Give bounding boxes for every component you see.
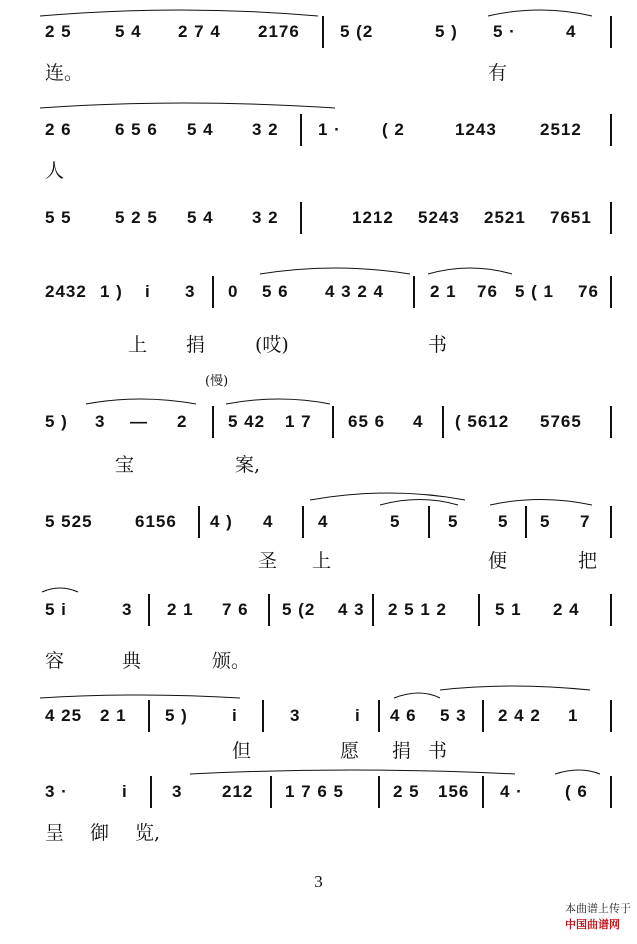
bar-line [372,594,374,626]
bar-line [482,776,484,808]
note-group: 4 [413,412,424,431]
lyric: 颁。 [212,650,251,672]
note-group: 5 [448,512,459,531]
note-group: 1 ) [100,282,123,301]
lyric-row-6 [0,550,637,574]
note-group: 3 [95,412,106,431]
bar-line [610,202,612,234]
bar-line [268,594,270,626]
note-group: 3 · [45,782,68,801]
notation-row-2 [0,120,637,160]
lyric: 览, [135,822,161,844]
note-group: 76 [578,282,599,301]
bar-line [150,776,152,808]
note-group: 7 [580,512,591,531]
note-group: 5 42 [228,412,266,431]
note-group: 156 [438,782,470,801]
note-group: 4 3 [338,600,365,619]
note-group: i [232,706,238,725]
note-group: 3 2 [252,120,279,139]
lyric: 捐 [186,334,206,356]
bar-line [428,506,430,538]
note-group: 5 4 [187,208,214,227]
note-group: 7 6 [222,600,249,619]
lyric-row-7 [0,650,637,674]
lyric: 宝 [115,454,135,476]
note-group: 5243 [418,208,460,227]
note-group: 4 ) [210,512,233,531]
note-group: 2432 [45,282,87,301]
note-group: 5 [540,512,551,531]
note-group: 5 ) [435,22,458,41]
notation-row-9 [0,782,637,822]
note-group: 4 6 [390,706,417,725]
note-group: i [145,282,151,301]
note-group: 4 25 [45,706,83,725]
bar-line [198,506,200,538]
bar-line [610,406,612,438]
note-group: 2 4 2 [498,706,541,725]
bar-line [378,776,380,808]
lyric: 书 [428,334,448,356]
note-group: 2 4 [553,600,580,619]
lyric: 圣 [258,550,278,572]
site-logo: 中国曲谱网 [565,919,620,931]
lyric-row-9 [0,822,637,846]
note-group: 1 7 6 5 [285,782,344,801]
bar-line [212,276,214,308]
lyric: 愿 [340,740,360,762]
bar-line [148,700,150,732]
note-group: i [355,706,361,725]
note-group: 5 [390,512,401,531]
lyric-row-4 [0,334,637,358]
bar-line [610,114,612,146]
bar-line [482,700,484,732]
note-group: ( 2 [382,120,405,139]
bar-line [610,776,612,808]
note-group: 5 2 5 [115,208,158,227]
lyric: 书 [428,740,448,762]
note-group: 65 6 [348,412,386,431]
notation-row-3 [0,208,637,248]
note-group: 2 1 [167,600,194,619]
note-group: 5 (2 [282,600,316,619]
note-group: 5 6 [262,282,289,301]
lyric: 呈 [45,822,65,844]
note-group: 5 [498,512,509,531]
note-group: 3 [122,600,133,619]
note-group: 1 · [318,120,341,139]
note-group: 1 [568,706,579,725]
note-group: 5 5 [45,208,72,227]
lyric: 案, [235,454,261,476]
note-group: 76 [477,282,498,301]
lyric: 捐 [392,740,412,762]
lyric: 连。 [45,62,84,84]
note-group: 5 525 [45,512,93,531]
bar-line [610,594,612,626]
lyric: 有 [488,62,508,84]
bar-line [262,700,264,732]
note-group: 4 [263,512,274,531]
note-group: 4 [566,22,577,41]
note-group: 2 6 [45,120,72,139]
note-group: 3 [185,282,196,301]
note-group: 0 [228,282,239,301]
bar-line [212,406,214,438]
note-group: 4 3 2 4 [325,282,384,301]
note-group: i [122,782,128,801]
bar-line [442,406,444,438]
footer-watermark [553,888,631,944]
note-group: 5 ) [45,412,68,431]
bar-line [322,16,324,48]
bar-line [148,594,150,626]
lyric: 把 [578,550,598,572]
note-group: 7651 [550,208,592,227]
tempo-marking: (慢) [205,374,229,389]
note-group: ( 6 [565,782,588,801]
bar-line [610,16,612,48]
note-group: 2 5 [45,22,72,41]
notation-row-7 [0,600,637,640]
lyric: 人 [45,160,65,182]
note-group: 2512 [540,120,582,139]
lyric: 上 [128,334,148,356]
note-group: 6 5 6 [115,120,158,139]
lyric-row-1 [0,62,637,86]
lyric: 御 [90,822,110,844]
bar-line [610,506,612,538]
notation-row-1 [0,22,637,62]
lyric-row-5 [0,454,637,478]
bar-line [332,406,334,438]
note-group: 3 2 [252,208,279,227]
note-group: 2 [177,412,188,431]
bar-line [610,276,612,308]
bar-line [378,700,380,732]
note-group: 3 [290,706,301,725]
note-group: 2176 [258,22,300,41]
bar-line [270,776,272,808]
note-group: 2 7 4 [178,22,221,41]
lyric: 容 [45,650,65,672]
lyric: 但 [232,740,252,762]
lyric: 典 [122,650,142,672]
note-group: 5 (2 [340,22,374,41]
note-group: — [130,412,148,431]
bar-line [300,114,302,146]
note-group: 2521 [484,208,526,227]
note-group: 5 ) [165,706,188,725]
lyric-row-2 [0,160,637,184]
note-group: 2 5 1 2 [388,600,447,619]
bar-line [478,594,480,626]
note-group: 5 i [45,600,67,619]
footer-text: 本曲谱上传于 [565,903,631,915]
bar-line [300,202,302,234]
note-group: 5 1 [495,600,522,619]
note-group: 2 1 [430,282,457,301]
lyric-row-8 [0,740,637,764]
note-group: 1212 [352,208,394,227]
bar-line [610,700,612,732]
bar-line [413,276,415,308]
note-group: 5 3 [440,706,467,725]
note-group: 2 1 [100,706,127,725]
note-group: 6156 [135,512,177,531]
note-group: 2 5 [393,782,420,801]
note-group: 5765 [540,412,582,431]
notation-row-4 [0,282,637,322]
notation-row-5 [0,412,637,452]
lyric: (哎) [255,334,289,356]
note-group: 5 4 [115,22,142,41]
note-group: 1 7 [285,412,312,431]
page-number: 3 [314,872,323,891]
note-group: 212 [222,782,254,801]
note-group: 4 · [500,782,523,801]
bar-line [302,506,304,538]
note-group: 3 [172,782,183,801]
note-group: ( 5612 [455,412,510,431]
notation-row-6 [0,512,637,552]
note-group: 5 · [493,22,516,41]
lyric: 便 [488,550,508,572]
lyric: 上 [312,550,332,572]
note-group: 5 4 [187,120,214,139]
note-group: 1243 [455,120,497,139]
note-group: 5 ( 1 [515,282,555,301]
note-group: 4 [318,512,329,531]
bar-line [525,506,527,538]
